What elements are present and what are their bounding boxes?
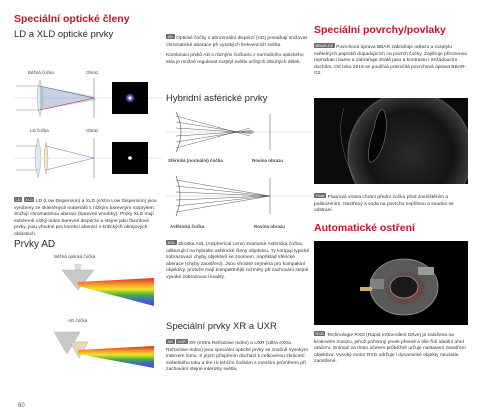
- xr-uxr-text: XR (eXtra Refractive Index) a UXR (Ultra eXtra Refractive Index) jsou speciální optické prvky se značně vysokým indexem lomu. S jejich přispěním dochází k celkovému zkrácení světelného toku a tím i k lehčím čočkám s menším průměrem při zachování stejné intenzity světla.: [166, 341, 308, 373]
- coated-lens-photo: [314, 98, 468, 184]
- ad-paragraph: [166, 34, 312, 49]
- image-caption: Obraz: [86, 70, 99, 75]
- bbar-paragraph: [314, 43, 468, 78]
- ad-badge: AD: [167, 34, 174, 39]
- asl-paragraph: [166, 240, 312, 282]
- spherical-lens-diagram: [166, 108, 312, 166]
- uxr-badge: UXR: [177, 339, 187, 344]
- aspherical-lens-rays-illustration: [166, 172, 312, 220]
- normal-prism-caption: Běžná optická čočka: [54, 254, 96, 259]
- ld-xld-heading: LD a XLD optické prvky: [14, 29, 114, 40]
- rxd-paragraph: [314, 331, 468, 366]
- bbar-text: Povrchová úprava BBAR zabraňuje odrazu a rozptylu světelných paprsků dopadajících na povrch čočky. Zajišťuje přirozenou reprodukci barev a zabraňuje ztrátě jasu a kontrastu i nežádoucím duchům. Od roku 2019 se používá pokročilá povrchová úprava BBAR-G2.: [314, 45, 468, 77]
- ld-lens-rays-illustration: [14, 134, 162, 180]
- autofocus-motor-illustration: [314, 241, 468, 325]
- image-plane-caption: Rovina obrazu: [254, 224, 286, 229]
- ld-badge: LD: [15, 197, 21, 202]
- image-caption: Obraz: [86, 128, 99, 133]
- ld-lens-diagram: [14, 128, 162, 182]
- normal-lens-diagram: [14, 70, 162, 120]
- aspherical-lens-diagram: [166, 172, 312, 232]
- page-number: 60: [18, 403, 25, 409]
- ad-paragraph-2: Kombinaci prvků AD s různými čočkami z normálního optického skla je možné regulovat rozptyl světla určitých dlouhých délek.: [166, 53, 304, 65]
- spherical-lens-caption: Sférická (normální) čočka: [168, 158, 223, 163]
- ld-lens-caption: LD čočka: [30, 128, 49, 133]
- image-plane-caption: Rovina obrazu: [252, 158, 284, 163]
- xr-badge: XR: [167, 339, 174, 344]
- rxd-motor-photo: [314, 241, 468, 325]
- section-heading-special-elements: Speciální optické členy: [14, 13, 130, 25]
- normal-lens-rays-illustration: [14, 76, 162, 120]
- xld-badge: XLD: [25, 197, 33, 202]
- lens-reflection-illustration: [314, 98, 468, 184]
- normal-prism-dispersion-illustration: [14, 260, 162, 312]
- xr-uxr-heading: Speciální prvky XR a UXR: [166, 321, 277, 332]
- normal-lens-caption: Běžná čočka: [28, 70, 54, 75]
- fluor-paragraph: [314, 193, 468, 215]
- bbar-g2-badge: BBAR-G2: [315, 43, 334, 48]
- fluor-text: Fluorová vrstva chrání přední čočku před znečištěním a poškozením. Nastřený a voda na povrchu nepřilnou a snadno se odstraní.: [314, 195, 454, 214]
- ld-xld-paragraph: [14, 197, 162, 239]
- ad-prism-caption: AD čočka: [68, 318, 88, 323]
- rxd-text: Technologie RXD (Rapid eXtra-silent Drive) je založena na krokovém motoru, jehož pohonný prvek přesně a tiše řídí ideální úhel otáčení. Snímač za tímto účelem průběžně určuje nastavení zaostření objektivu. Vysoký motor RXD udržuje i dynamické objekty neustále zaostřené.: [314, 333, 466, 365]
- ad-elements-heading: Prvky AD: [14, 239, 56, 250]
- normal-prism-diagram: [14, 254, 162, 312]
- ad-text-1: Optické čočky s abnormální disperzí (AD) pomáhají snižovat chromatické aberace při vysokých frekvencích světla.: [166, 36, 307, 48]
- autofocus-heading: Automatické ostření: [314, 222, 415, 234]
- ad-prism-diagram: [14, 314, 162, 374]
- hybrid-aspherical-heading: Hybridní asférické prvky: [166, 93, 268, 104]
- spherical-lens-rays-illustration: [166, 108, 312, 156]
- rxd-badge: RXD: [315, 331, 324, 336]
- ld-xld-text: LD (Low Dispersion) a XLD (eXtra Low Dispersion) jsou vyrobeny ze skleněných materiálů s nízkým barevným rozptylem. Snižují chromatickou aberaci (barevné vroubky). Prvky XLD mají extrémně nízký index barevné disperze a stejné jako fluoritové prvky, jsou vhodné pro korekci aberací v kritických okrajových oblastech.: [14, 199, 157, 237]
- asl-badge: ASL: [167, 240, 176, 245]
- ad-prism-dispersion-illustration: [14, 322, 162, 374]
- aspherical-lens-caption: Asférická čočka: [170, 224, 205, 229]
- asl-text: Zkratka ASL (ASpherical Lens) znamená Asférická čočka, odkazující na hybridní asférické členy objektivu. Ty koriguji typické zobrazovací chyby objektivů se zoomem, například sférické aberace (chyby zaostření). Jsou vhodné zejména pro kompaktní objektivy, protože mají kompaktnější rozměry při zachování stejně vysoké zobrazovací kvality.: [166, 242, 310, 280]
- xr-uxr-paragraph: [166, 339, 312, 374]
- fluor-badge: Fluor: [315, 193, 325, 198]
- special-coatings-heading: Speciální povrchy/povlaky: [314, 24, 446, 36]
